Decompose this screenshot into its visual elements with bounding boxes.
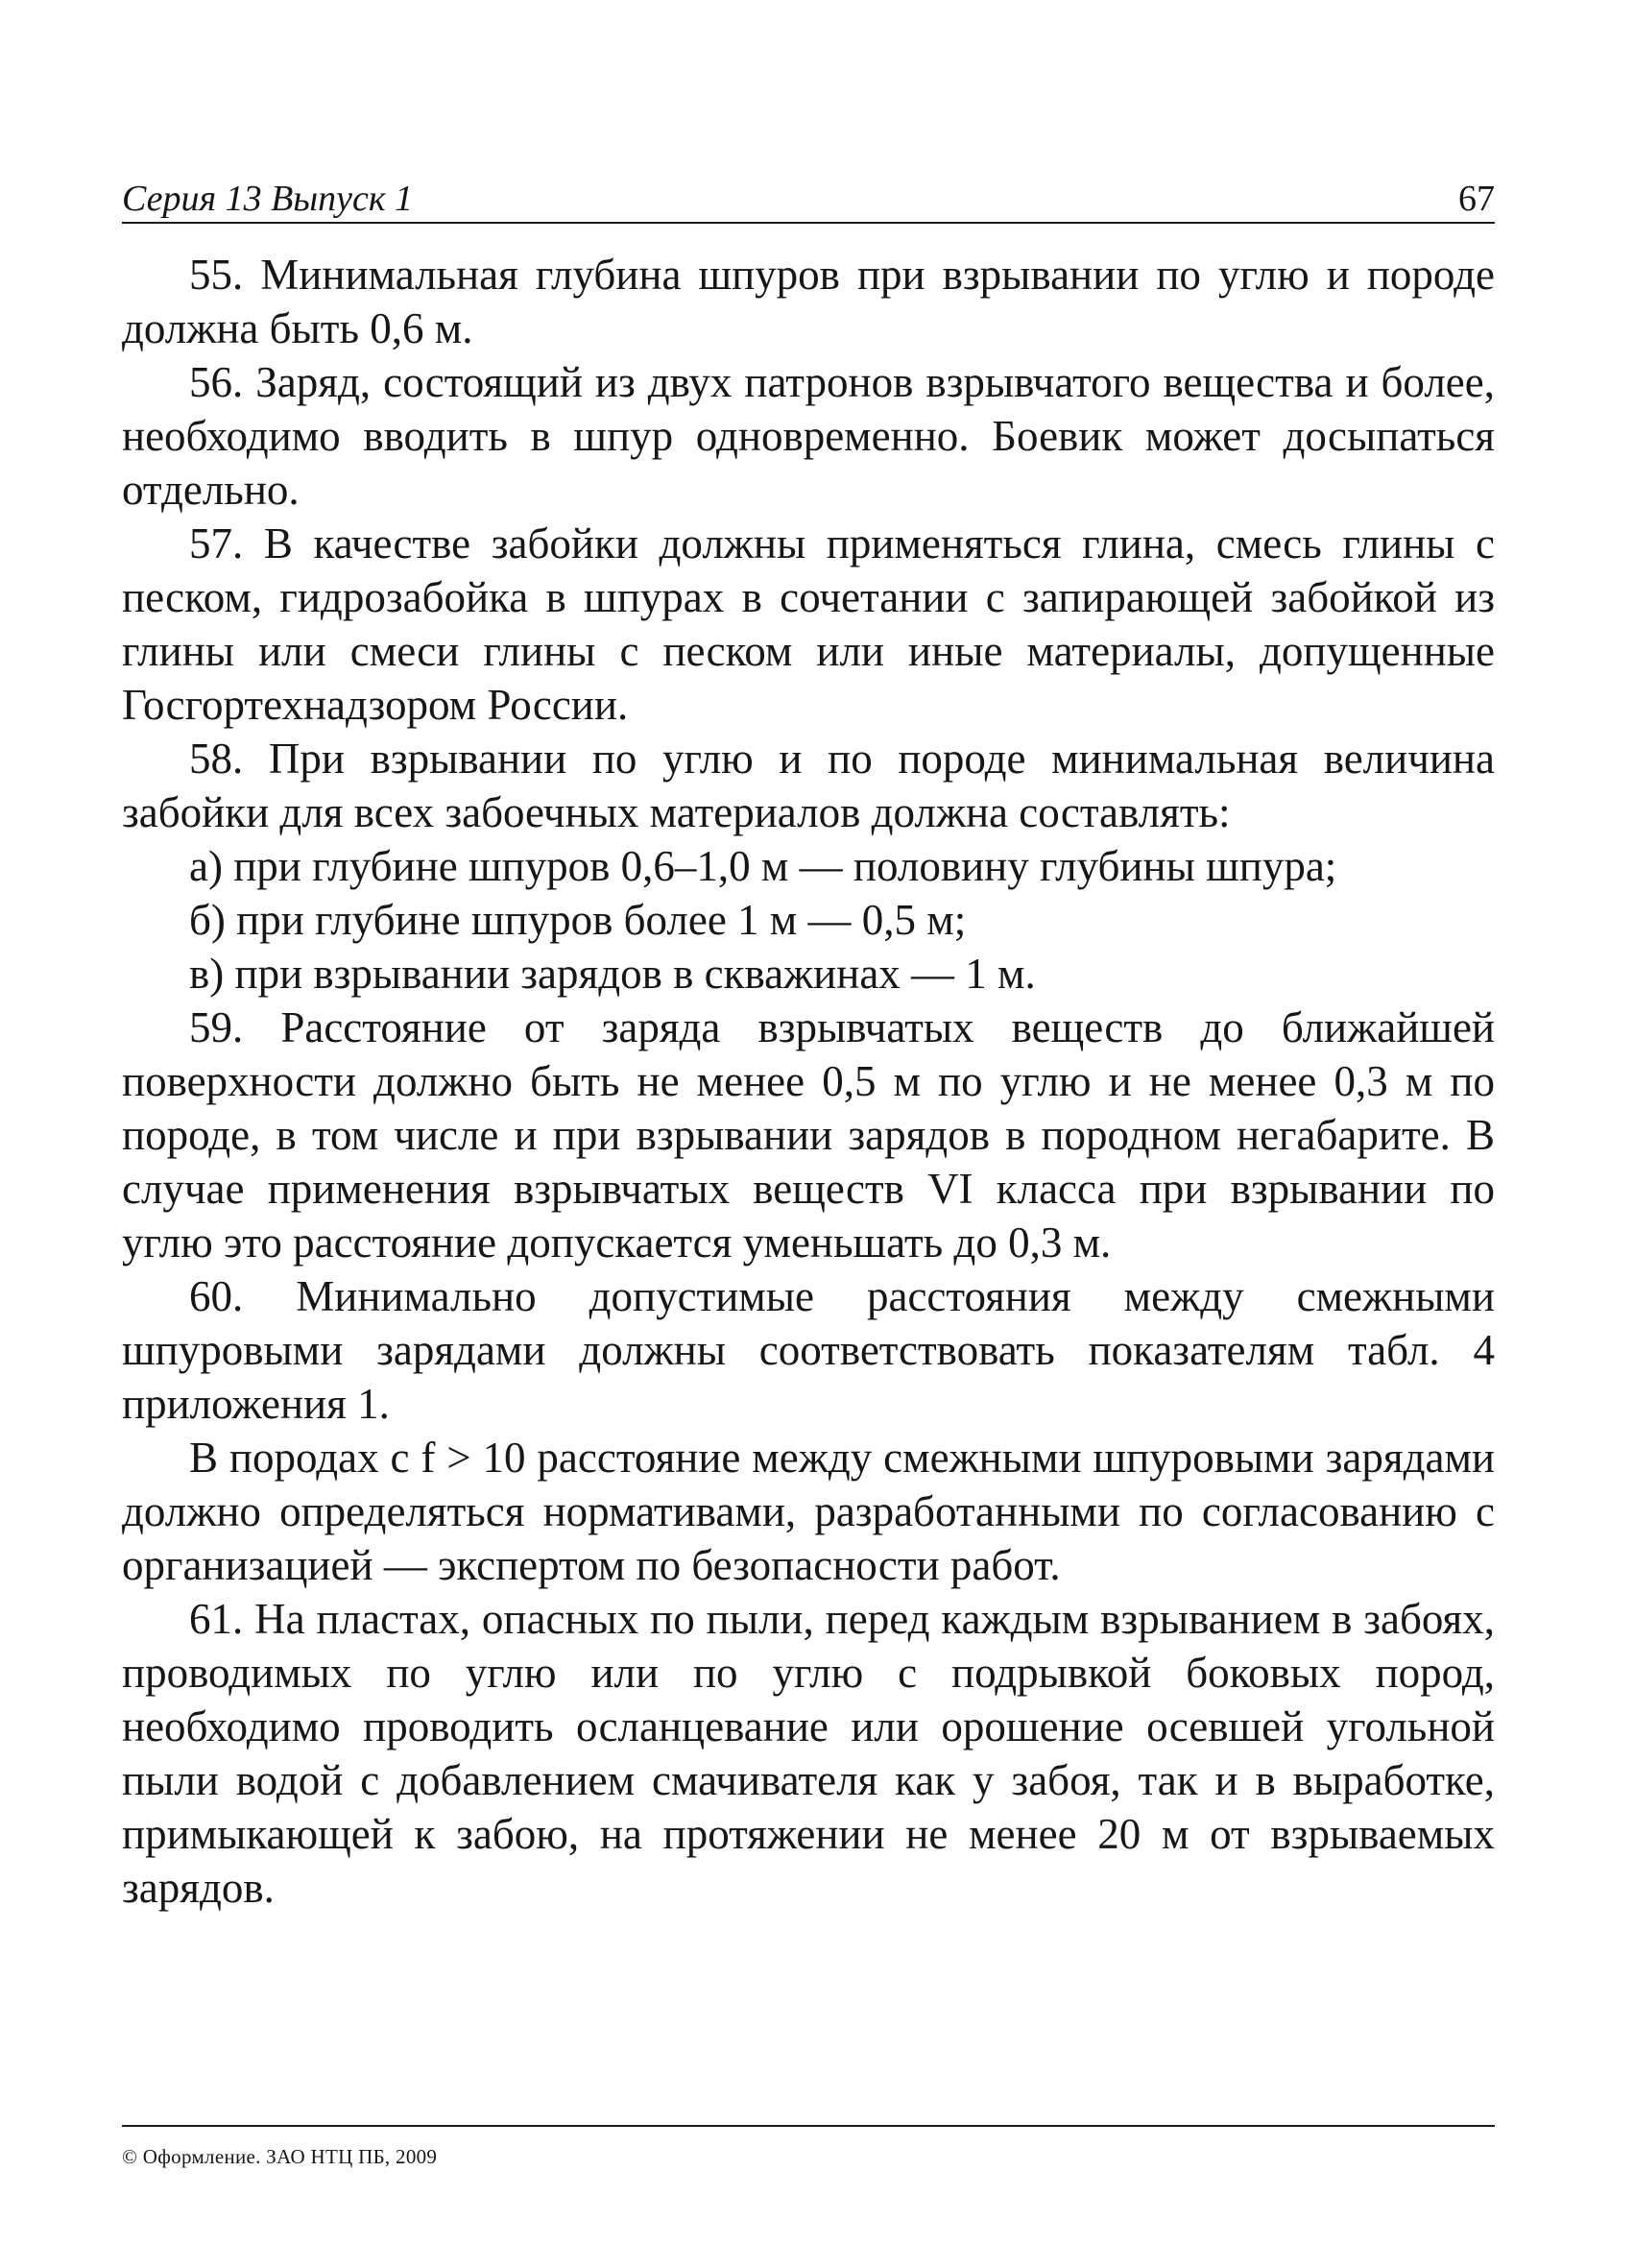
- paragraph-60-continuation: В породах с f > 10 расстояние между смежными шпуровыми зарядами должно определяться нормативами, разработанными по согласованию с организацией — экспертом по безопасности работ.: [122, 1434, 1495, 1589]
- paragraph-61: 61. На пластах, опасных по пыли, перед каждым взрыванием в забоях, проводимых по углю или по углю с подрывкой боковых пород, необходимо проводить осланцевание или орошение осевшей угольной пыли водой с добавлением смачивателя как у забоя, так и в выработке, примыкающей к забою, на протяжении не менее 20 м от взрываемых зарядов.: [122, 1595, 1495, 1912]
- paragraph-57: 57. В качестве забойки должны применяться глина, смесь глины с песком, гидрозабойка в шпурах в сочетании с запирающей забойкой из глины или смеси глины с песком или иные материалы, допущенные Госгортехнадзором России.: [122, 519, 1495, 729]
- running-header: [122, 176, 1495, 224]
- copyright-credit: © Оформление. ЗАО НТЦ ПБ, 2009: [122, 2145, 438, 2168]
- series-issue-label: Серия 13 Выпуск 1: [122, 179, 414, 219]
- paragraph-58-item-b: б) при глубине шпуров более 1 м — 0,5 м;: [189, 896, 967, 944]
- paragraph-56: 56. Заряд, состоящий из двух патронов взрывчатого вещества и более, необходимо вводить в шпур одновременно. Боевик может досыпаться отдельно.: [122, 358, 1495, 514]
- paragraph-59: 59. Расстояние от заряда взрывчатых веществ до ближайшей поверхности должно быть не менее 0,5 м по углю и не менее 0,3 м по породе, в том числе и при взрывании зарядов в породном негабарите. В случае применения взрывчатых веществ VI класса при взрывании по углю это расстояние допускается уменьшать до 0,3 м.: [122, 1003, 1495, 1267]
- paragraph-58-item-a: а) при глубине шпуров 0,6–1,0 м — половину глубины шпура;: [189, 842, 1337, 890]
- paragraph-55: 55. Минимальная глубина шпуров при взрывании по углю и породе должна быть 0,6 м.: [122, 251, 1495, 352]
- paragraph-58-item-v: в) при взрывании зарядов в скважинах — 1 м.: [189, 950, 1036, 998]
- paragraph-58: 58. При взрывании по углю и по породе минимальная величина забойки для всех забоечных материалов должна составлять:: [122, 735, 1495, 836]
- document-body: [122, 248, 1495, 1915]
- page-number: 67: [1458, 179, 1495, 219]
- paragraph-60: 60. Минимально допустимые расстояния между смежными шпуровыми зарядами должны соответствовать показателям табл. 4 приложения 1.: [122, 1272, 1495, 1428]
- page-footer: [122, 2125, 1495, 2168]
